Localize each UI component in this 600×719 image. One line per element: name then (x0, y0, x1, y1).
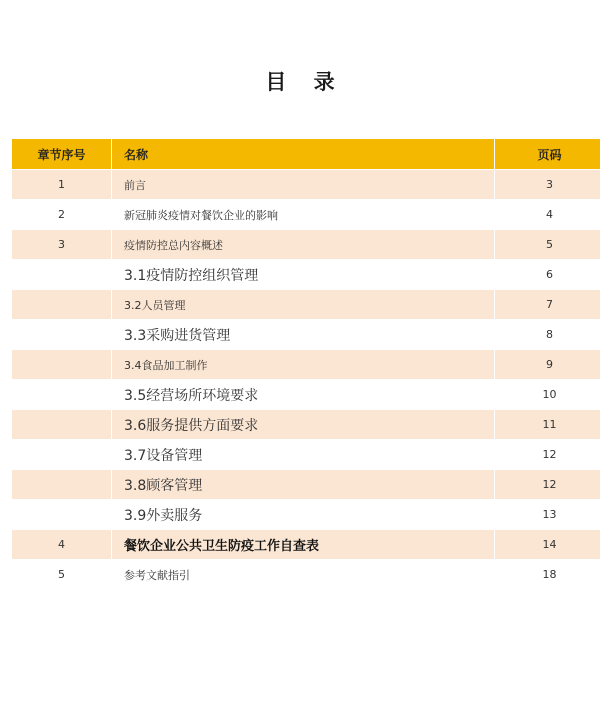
header-chapter: 章节序号 (12, 139, 112, 170)
header-page: 页码 (495, 139, 600, 170)
row-name: 3.7设备管理 (112, 440, 495, 470)
row-name: 3.8顾客管理 (112, 470, 495, 500)
toc-table (12, 139, 600, 590)
row-page: 14 (495, 530, 600, 560)
row-page: 12 (495, 440, 600, 470)
row-chapter: 5 (12, 560, 112, 590)
table-row[interactable] (12, 530, 600, 560)
row-page: 4 (495, 200, 600, 230)
row-chapter (12, 290, 112, 320)
table-row[interactable] (12, 380, 600, 410)
row-name: 3.5经营场所环境要求 (112, 380, 495, 410)
row-name: 3.1疫情防控组织管理 (112, 260, 495, 290)
row-name: 3.6服务提供方面要求 (112, 410, 495, 440)
row-chapter: 3 (12, 230, 112, 260)
table-row[interactable] (12, 260, 600, 290)
table-row[interactable] (12, 290, 600, 320)
table-row[interactable] (12, 230, 600, 260)
row-chapter (12, 260, 112, 290)
table-row[interactable] (12, 470, 600, 500)
row-name: 3.3采购进货管理 (112, 320, 495, 350)
row-page: 13 (495, 500, 600, 530)
table-header-row (12, 139, 600, 170)
row-name: 餐饮企业公共卫生防疫工作自查表 (112, 530, 495, 560)
row-chapter (12, 410, 112, 440)
page-title: 目 录 (265, 70, 345, 94)
row-chapter (12, 350, 112, 380)
row-chapter (12, 500, 112, 530)
table-row[interactable] (12, 200, 600, 230)
row-chapter: 4 (12, 530, 112, 560)
row-chapter (12, 440, 112, 470)
row-name: 新冠肺炎疫情对餐饮企业的影响 (112, 200, 495, 230)
row-page: 10 (495, 380, 600, 410)
row-name: 前言 (112, 170, 495, 200)
row-page: 3 (495, 170, 600, 200)
row-chapter (12, 470, 112, 500)
row-name: 3.2人员管理 (112, 290, 495, 320)
row-page: 6 (495, 260, 600, 290)
row-name: 参考文献指引 (112, 560, 495, 590)
header-name: 名称 (112, 139, 495, 170)
row-chapter (12, 320, 112, 350)
row-page: 7 (495, 290, 600, 320)
row-page: 9 (495, 350, 600, 380)
table-row[interactable] (12, 410, 600, 440)
row-page: 12 (495, 470, 600, 500)
row-chapter: 1 (12, 170, 112, 200)
table-row[interactable] (12, 350, 600, 380)
row-name: 疫情防控总内容概述 (112, 230, 495, 260)
row-name: 3.4食品加工制作 (112, 350, 495, 380)
table-row[interactable] (12, 170, 600, 200)
row-page: 11 (495, 410, 600, 440)
row-chapter: 2 (12, 200, 112, 230)
table-row[interactable] (12, 320, 600, 350)
row-name: 3.9外卖服务 (112, 500, 495, 530)
row-page: 5 (495, 230, 600, 260)
row-chapter (12, 380, 112, 410)
table-row[interactable] (12, 560, 600, 590)
row-page: 18 (495, 560, 600, 590)
row-page: 8 (495, 320, 600, 350)
table-row[interactable] (12, 440, 600, 470)
table-row[interactable] (12, 500, 600, 530)
